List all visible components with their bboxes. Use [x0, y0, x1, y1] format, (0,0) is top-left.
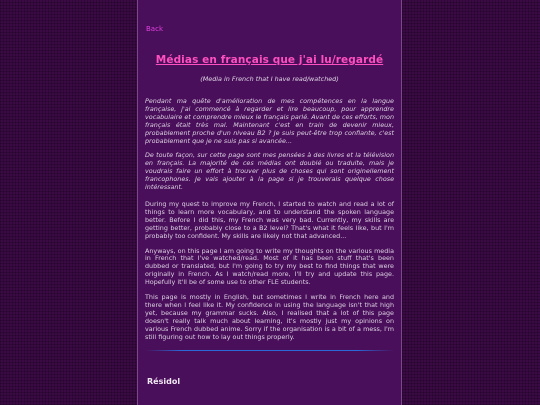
paragraph-english-purpose: Anyways, on this page I am going to write my thoughts on the various media in French that I've watched/read. Most of it has been stuff that's been dubbed or translated, but I'm going to try my best to find things that were originally in French. As I watch/read more, I'll try and update this page. Hopefully it'll be of some use to other FLE students. — [145, 246, 394, 287]
back-link[interactable]: Back — [146, 25, 163, 33]
section-divider — [145, 350, 394, 351]
paragraph-english-intro: During my quest to improve my French, I started to watch and read a lot of things to learn more vocabulary, and to understand the spoken language better. Before I did this, my French was very bad. Currently, my skills are getting better, probably close to a B2 level? That's what it feels like, but I'm probably too confident. My skills are likely not that advanced... — [145, 199, 394, 240]
page-subtitle: (Media in French that I have read/watched) — [200, 75, 339, 83]
paragraph-french-purpose: De toute façon, sur cette page sont mes pensées à des livres et la télévision en français. La majorité de ces médias ont doublé ou traduite, mais je voudrais faire un effort à trouver plus de choses qui sont originellement francophones. Je vais ajouter à la page si je trouverais quelque chose intéressant. — [145, 151, 394, 192]
paragraph-french-intro: Pendant ma quête d'amélioration de mes compétences en la langue française, j'ai commencé à regarder et lire beaucoup, pour apprendre vocabulaire et comprendre mieux le français parlé. Avant de ces efforts, mon français était très mal. Maintenant c'est en train de devenir mieux, probablement proche d'un niveau B2 ? Je suis peut-être trop confiante, c'est probablement que je ne suis pas si avancée... — [145, 97, 394, 145]
content-panel — [137, 0, 402, 405]
paragraph-english-note: This page is mostly in English, but sometimes I write in French here and there when I feel like it. My confidence in using the language isn't that high yet, because my grammar sucks. Also, I realised that a lot of this page doesn't really talk much about learning, it's mostly just my opinions on various French dubbed anime. Sorry if the organisation is a bit of a mess, I'm still figuring out how to lay out things properly. — [145, 293, 394, 341]
section-heading: Résidol — [147, 377, 181, 387]
page-title: Médias en français que j'ai lu/regardé — [155, 54, 384, 66]
